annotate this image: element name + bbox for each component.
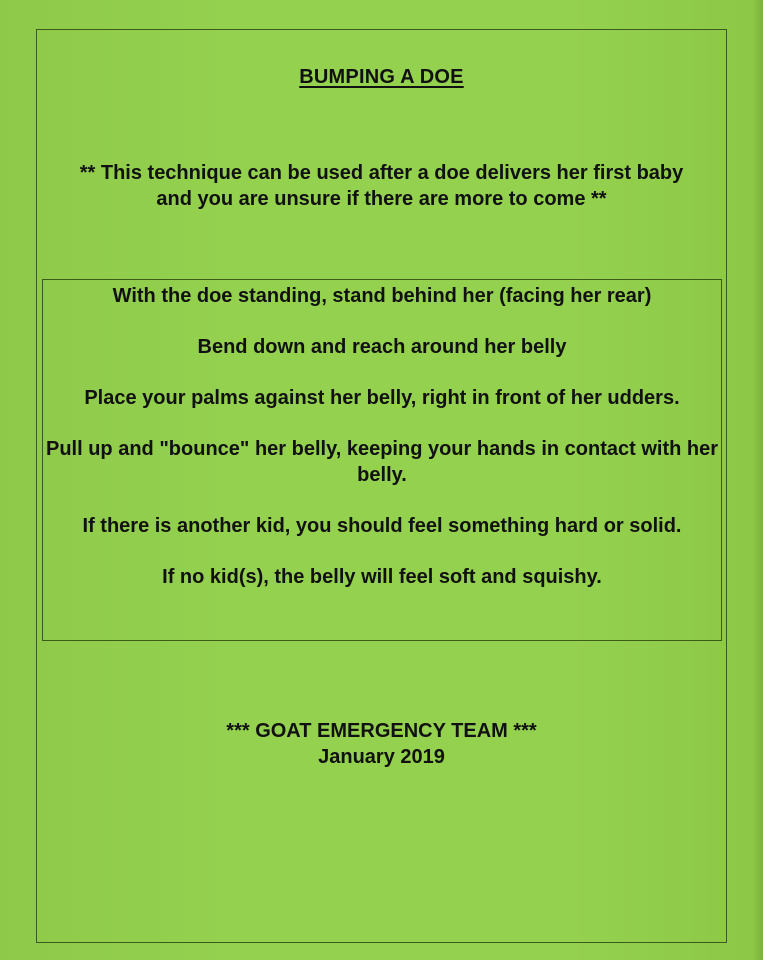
step-item: Place your palms against her belly, right in front of her udders. xyxy=(84,387,680,409)
step-item: Pull up and "bounce" her belly, keeping your hands in contact with her belly. xyxy=(45,438,718,486)
document-title: BUMPING A DOE xyxy=(299,66,464,88)
steps-list xyxy=(44,283,720,615)
step-item: Bend down and reach around her belly xyxy=(197,336,567,358)
step-item: With the doe standing, stand behind her (facing her rear) xyxy=(112,285,652,307)
step-item: If no kid(s), the belly will feel soft and squishy. xyxy=(162,566,602,588)
page-edge-shadow xyxy=(753,0,763,960)
step-item: If there is another kid, you should feel something hard or solid. xyxy=(82,515,682,537)
footer-team: *** GOAT EMERGENCY TEAM *** xyxy=(226,720,537,742)
footer-date: January 2019 xyxy=(318,746,445,768)
intro-text: ** This technique can be used after a doe delivers her first baby and you are unsure if there are more to come ** xyxy=(79,162,684,210)
